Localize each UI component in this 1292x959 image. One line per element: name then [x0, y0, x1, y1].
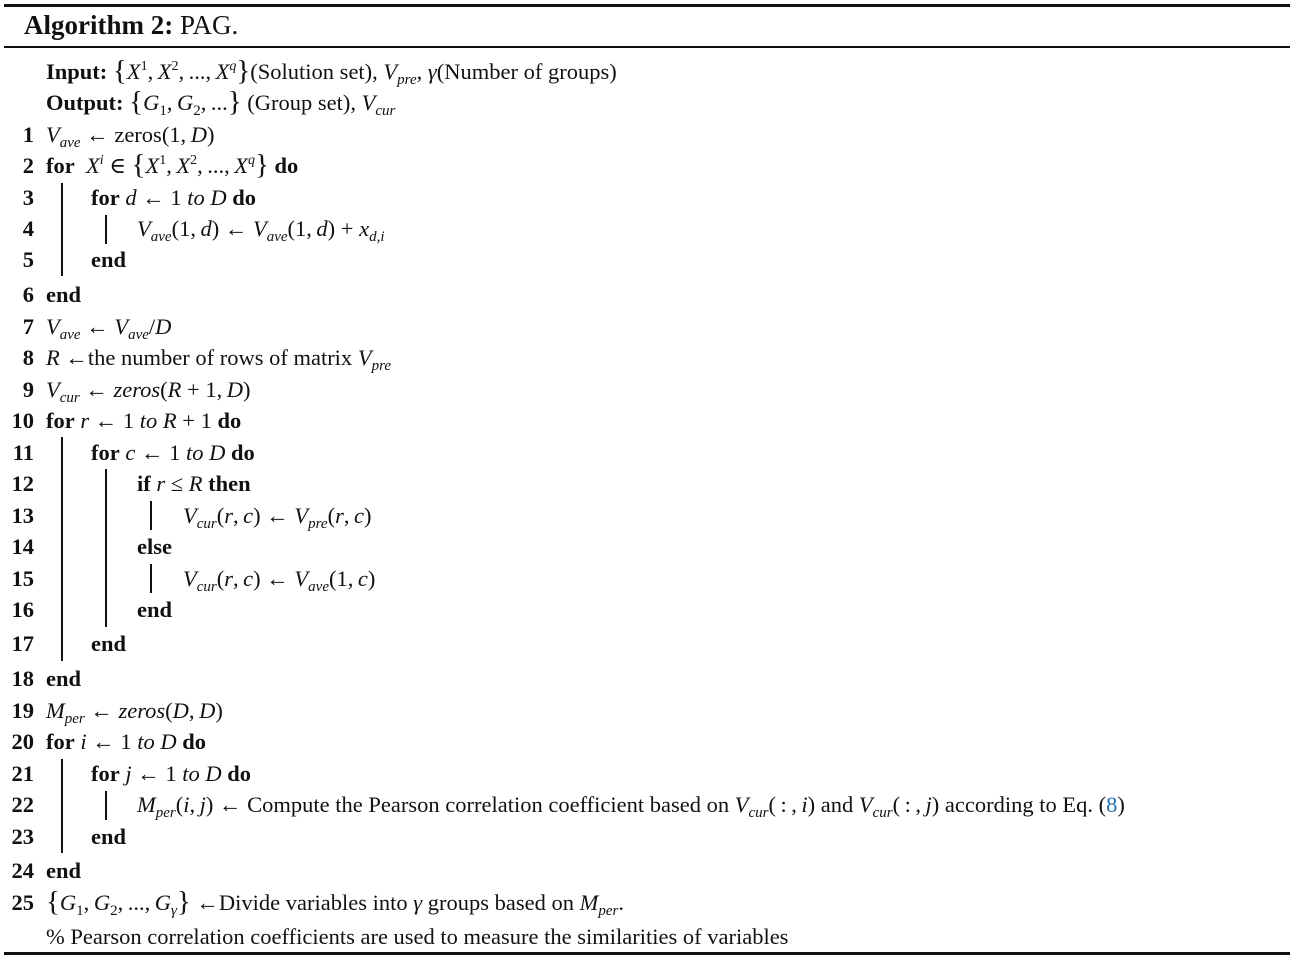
- line-number-21: 21: [11, 761, 34, 786]
- block-bar-else: [150, 564, 152, 593]
- block-bar-for-20: [61, 759, 63, 853]
- algorithm-title: [24, 8, 238, 42]
- line-number-15: 15: [11, 566, 34, 591]
- line-number-6: 6: [22, 282, 34, 307]
- equation-link[interactable]: 8: [1106, 792, 1118, 817]
- zeros-fn: zeros: [114, 122, 162, 147]
- comment-text: % Pearson correlation coefficients are used to measure the similarities of variables: [46, 924, 789, 949]
- pearson-text: Compute the Pearson correlation coefficient based on: [247, 792, 730, 817]
- block-bar-for-10: [61, 437, 63, 661]
- line-number-2: 2: [22, 153, 34, 178]
- input-label: Input:: [46, 59, 108, 84]
- divide-text: Divide variables into: [218, 890, 408, 915]
- line-number-1: 1: [22, 122, 34, 147]
- line-number-13: 13: [11, 503, 34, 528]
- line-number-19: 19: [11, 698, 34, 723]
- rows-text: the number of rows of matrix: [87, 345, 353, 370]
- line-number-11: 11: [12, 440, 34, 465]
- bottom-rule: [4, 952, 1290, 955]
- line-number-25: 25: [11, 890, 34, 915]
- input-groups: (Number of groups): [436, 59, 617, 84]
- block-bar-for-3: [105, 215, 107, 244]
- output-label: Output:: [46, 90, 124, 115]
- line-number-16: 16: [11, 597, 34, 622]
- block-bar-if: [150, 501, 152, 530]
- line-number-12: 12: [11, 471, 34, 496]
- line-number-23: 23: [11, 824, 34, 849]
- top-rule: [4, 4, 1290, 7]
- algorithm-name: PAG.: [179, 10, 239, 40]
- line-number-5: 5: [22, 247, 34, 272]
- line-number-7: 7: [22, 314, 34, 339]
- line-number-14: 14: [11, 534, 34, 559]
- input-solution-set: (Solution set),: [250, 59, 378, 84]
- line-number-22: 22: [11, 792, 34, 817]
- line-number-4: 4: [22, 216, 34, 241]
- line-number-3: 3: [22, 185, 34, 210]
- line-number-24: 24: [11, 858, 34, 883]
- line-number-8: 8: [22, 345, 34, 370]
- line-number-18: 18: [11, 666, 34, 691]
- algorithm-label: Algorithm 2:: [24, 10, 174, 40]
- line-number-10: 10: [11, 408, 34, 433]
- block-bar-for-11: [105, 469, 107, 627]
- output-content: Output: {$G_1$, $G_2$, ...} (Group set), $V_{cur}$: [46, 86, 396, 119]
- output-group-set: (Group set),: [247, 90, 357, 115]
- header-rule: [4, 46, 1290, 48]
- line-number-17: 17: [11, 631, 34, 656]
- line-number-20: 20: [11, 729, 34, 754]
- block-bar-for-2: [61, 183, 63, 276]
- line-number-9: 9: [22, 377, 34, 402]
- block-bar-for-21: [105, 791, 107, 820]
- input-content: Input: {$X^1$, $X^2$, ..., $X^q\}(Solution$ set), $V_{pre}$, γ(Number of groups): [46, 55, 617, 88]
